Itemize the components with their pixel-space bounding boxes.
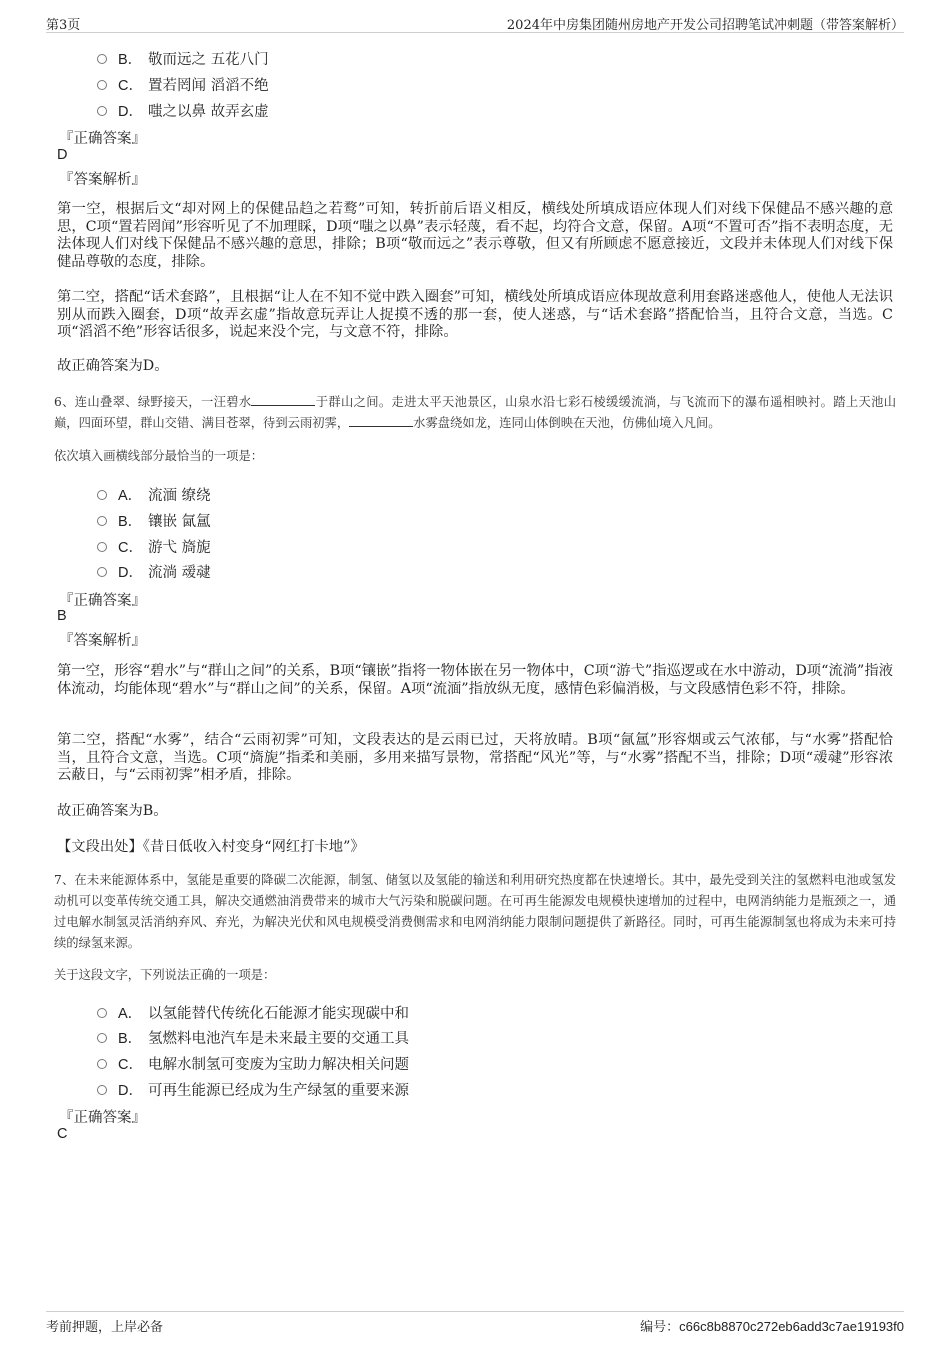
q5-option-c[interactable]: C． 置若罔闻 滔滔不绝 xyxy=(97,74,269,94)
radio-icon[interactable] xyxy=(97,567,107,577)
radio-icon[interactable] xyxy=(97,54,107,64)
q6-option-d[interactable]: D． 流淌 叆叇 xyxy=(97,561,211,581)
q5-answer-label: 『正确答案』 xyxy=(59,131,146,147)
q6-analysis-label: 『答案解析』 xyxy=(59,633,146,649)
q7-answer: C xyxy=(57,1126,68,1142)
q5-analysis-para-1: 第一空，根据后文“却对网上的保健品趋之若鹜”可知，转折前后语义相反，横线处所填成语应体现人们对线下保健品不感兴趣的意思，C项“置若罔闻”形容听见了不加理睬，D项“嗤之以鼻”表示轻蔑，看不起，均符合文意，保留。A项“不置可否”指不表明态度，无法体现人们对线下保健品不感兴趣的意思，排除；B项“敬而远之”表示尊敬，但又有所顾虑不愿意接近，文段并未体现人们对线下保健品尊敬的态度，排除。 xyxy=(57,201,893,270)
q7-option-c[interactable]: C． 电解水制氢可变废为宝助力解决相关问题 xyxy=(97,1053,409,1073)
q6-blank-2 xyxy=(349,414,413,427)
radio-icon[interactable] xyxy=(97,1008,107,1018)
q5-answer: D xyxy=(57,147,68,163)
q5-option-d[interactable]: D． 嗤之以鼻 故弄玄虚 xyxy=(97,100,269,120)
q6-conclusion: 故正确答案为B。 xyxy=(57,803,168,819)
q6-answer: B xyxy=(57,608,67,624)
radio-icon[interactable] xyxy=(97,80,107,90)
q7-option-b[interactable]: B． 氢燃料电池汽车是未来最主要的交通工具 xyxy=(97,1027,409,1047)
q6-analysis-para-1: 第一空，形容“碧水”与“群山之间”的关系，B项“镶嵌”指将一物体嵌在另一物体中，C项“游弋”指巡逻或在水中游动，D项“流淌”指液体流动，均能体现“碧水”与“群山之间”的关系，保留。A项“流湎”指放纵无度，感情色彩偏消极，与文段感情色彩不符，排除。 xyxy=(57,663,893,697)
q6-stem: 6、连山叠翠、绿野接天，一汪碧水 于群山之间。走进太平天池景区，山泉水沿七彩石棱缓缓流淌，与飞流而下的瀑布遥相映衬。踏上天池山巅，四面环望，群山交错、满目苍翠，待到云雨初霁， 水雾盘绕如龙，连同山体倒映在天池，仿佛仙境入凡间。 xyxy=(54,395,896,430)
q6-option-b[interactable]: B． 镶嵌 氤氲 xyxy=(97,510,211,530)
q7-prompt: 关于这段文字，下列说法正确的一项是： xyxy=(54,968,276,982)
q7-answer-label: 『正确答案』 xyxy=(59,1110,146,1126)
q6-answer-label: 『正确答案』 xyxy=(59,593,146,609)
document-code: 编号：c66c8b8870c272eb6add3c7ae19193f0 xyxy=(640,1319,904,1335)
q6-option-c[interactable]: C． 游弋 旖旎 xyxy=(97,536,211,556)
radio-icon[interactable] xyxy=(97,1033,107,1043)
page-footer xyxy=(46,1311,904,1334)
q5-analysis-para-2: 第二空，搭配“话术套路”，且根据“让人在不知不觉中跌入圈套”可知，横线处所填成语应体现故意利用套路迷惑他人，使他人无法识别从而跌入圈套，D项“故弄玄虚”指故意玩弄让人捉摸不透的那一套，使人迷惑，与“话术套路”搭配恰当，且符合文意，当选。C项“滔滔不绝”形容话很多，说起来没个完，与文意不符，排除。 xyxy=(57,289,893,340)
radio-icon[interactable] xyxy=(97,1085,107,1095)
q5-option-b[interactable]: B． 敬而远之 五花八门 xyxy=(97,48,269,68)
radio-icon[interactable] xyxy=(97,542,107,552)
page-number: 第3页 xyxy=(46,18,81,33)
q5-analysis-label: 『答案解析』 xyxy=(59,172,146,188)
radio-icon[interactable] xyxy=(97,516,107,526)
q7-stem: 7、在未来能源体系中，氢能是重要的降碳二次能源，制氢、储氢以及氢能的输送和利用研究热度都在快速增长。其中，最先受到关注的氢燃料电池或氢发动机可以变革传统交通工具，解决交通燃油消费带来的城市大气污染和脱碳问题。在可再生能源发电规模快速增加的过程中，电网消纳能力是瓶颈之一，通过电解水制氢灵活消纳弃风、弃光，为解决光伏和风电规模受消费侧需求和电网消纳能力限制问题提供了新路径。同时，可再生能源制氢也将成为未来可持续的绿氢来源。 xyxy=(54,873,896,950)
q6-analysis-para-2: 第二空，搭配“水雾”，结合“云雨初霁”可知，文段表达的是云雨已过，天将放晴。B项“氤氲”形容烟或云气浓郁，与“水雾”搭配恰当，且符合文意，当选。C项“旖旎”指柔和美丽，多用来描写景物，常搭配“风光”等，与“水雾”搭配不当，排除；D项“叆叇”形容浓云蔽日，与“云雨初霁”相矛盾，排除。 xyxy=(57,732,893,783)
footer-slogan: 考前押题，上岸必备 xyxy=(46,1320,164,1335)
radio-icon[interactable] xyxy=(97,106,107,116)
q7-option-a[interactable]: A． 以氢能替代传统化石能源才能实现碳中和 xyxy=(97,1002,409,1022)
radio-icon[interactable] xyxy=(97,490,107,500)
q6-blank-1 xyxy=(251,393,315,406)
q7-option-d[interactable]: D． 可再生能源已经成为生产绿氢的重要来源 xyxy=(97,1079,409,1099)
q6-option-a[interactable]: A． 流湎 缭绕 xyxy=(97,484,211,504)
document-title: 2024年中房集团随州房地产开发公司招聘笔试冲刺题（带答案解析） xyxy=(506,18,904,33)
q5-conclusion: 故正确答案为D。 xyxy=(57,358,169,374)
q6-prompt: 依次填入画横线部分最恰当的一项是： xyxy=(54,449,264,463)
radio-icon[interactable] xyxy=(97,1059,107,1069)
page-header xyxy=(46,14,904,33)
q6-source: 【文段出处】《昔日低收入村变身“网红打卡地”》 xyxy=(57,839,365,855)
